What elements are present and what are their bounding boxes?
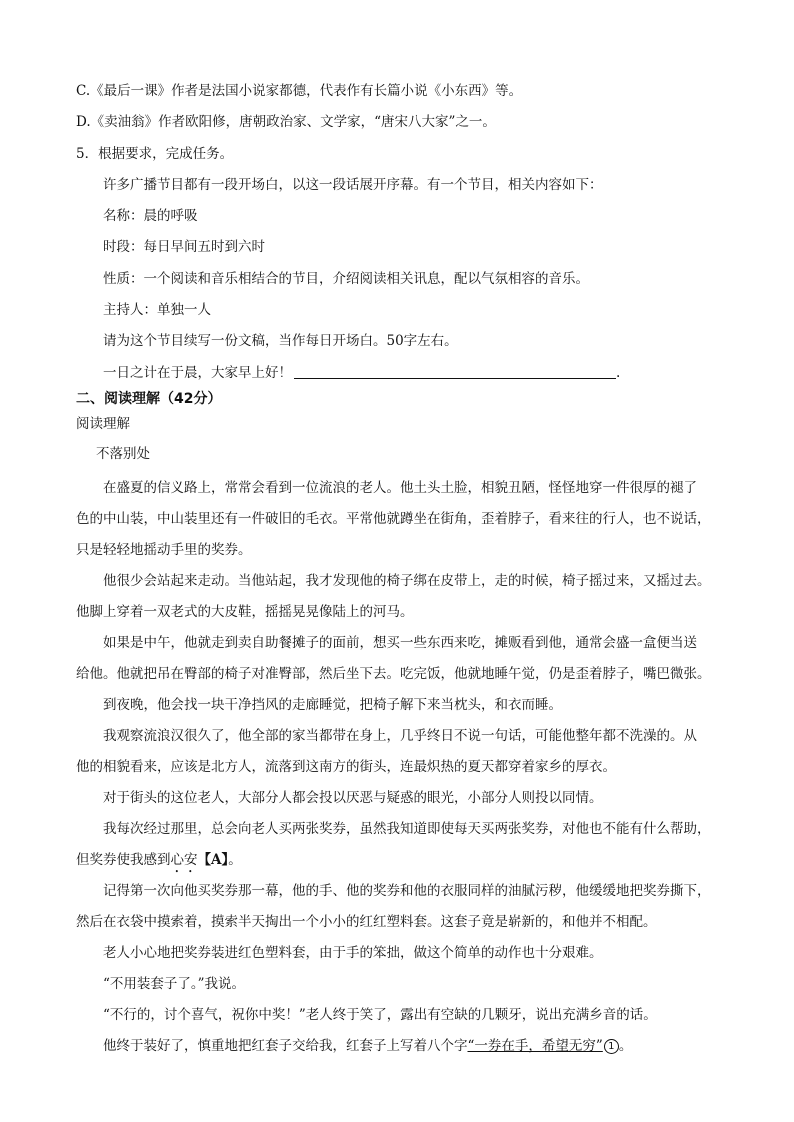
- story-line: 记得第一次向他买奖券那一幕，他的手、他的奖券和他的衣服同样的油腻污秽，他缓缓地把奖券撕下，: [103, 883, 711, 899]
- program-time: 时段：每日早间五时到六时: [103, 239, 265, 255]
- story-text: 。: [228, 852, 242, 868]
- story-text: 。: [618, 1038, 633, 1054]
- question-5-task: 请为这个节目续写一份文稿，当作每日开场白。50字左右。: [103, 333, 458, 349]
- option-d: D.《卖油翁》作者欧阳修，唐朝政治家、文学家，“唐宋八大家”之一。: [76, 114, 496, 130]
- story-text: 但奖券使我感到: [76, 852, 171, 868]
- story-line: 色的中山装，中山装里还有一件破旧的毛衣。平常他就蹲坐在街角，歪着脖子，看来往的行人，也不说话，: [76, 511, 711, 527]
- option-c: C.《最后一课》作者是法国小说家都德，代表作有长篇小说《小东西》等。: [76, 83, 523, 99]
- section-2-title: 二、阅读理解（42分）: [76, 391, 222, 407]
- story-text: 他终于装好了，慎重地把红套子交给我，红套子上写着八个字: [103, 1038, 468, 1054]
- answer-line: [103, 362, 783, 384]
- question-5-intro: 许多广播节目都有一段开场白，以这一段话展开序幕。有一个节目，相关内容如下：: [103, 177, 603, 193]
- story-line: 他脚上穿着一双老式的大皮鞋，摇摇晃晃像陆上的河马。: [76, 604, 414, 620]
- story-line: 给他。他就把吊在臀部的椅子对准臀部，然后坐下去。吃完饭，他就地睡午觉，仍是歪着脖子，嘴巴微张。: [76, 666, 711, 682]
- story-line: “不行的，讨个喜气，祝你中奖！”老人终于笑了，露出有空缺的几颗牙，说出充满乡音的话。: [103, 1007, 657, 1023]
- emphasized-word: 心安: [170, 852, 198, 868]
- program-name: 名称：晨的呼吸: [103, 208, 198, 224]
- answer-suffix: .: [616, 365, 621, 381]
- program-nature: 性质：一个阅读和音乐相结合的节目，介绍阅读相关讯息，配以气氛相容的音乐。: [103, 271, 589, 287]
- story-line: 他的相貌看来，应该是北方人，流落到这南方的街头，连最炽热的夏天都穿着家乡的厚衣。: [76, 759, 616, 775]
- story-line: 老人小心地把奖券装进红色塑料套，由于手的笨拙，做这个简单的动作也十分艰难。: [103, 945, 603, 961]
- story-line: “不用装套子了。”我说。: [103, 976, 246, 992]
- blank-marker-a: 【A】: [197, 852, 229, 868]
- story-line: 到夜晚，他会找一块干净挡风的走廊睡觉，把椅子解下来当枕头，和衣而睡。: [103, 697, 562, 713]
- story-line: [103, 1035, 783, 1057]
- story-line: 在盛夏的信义路上，常常会看到一位流浪的老人。他土头土脸，相貌丑陋，怪怪地穿一件很厚的褪了: [103, 480, 697, 496]
- program-host: 主持人：单独一人: [103, 302, 211, 318]
- story-line: 然后在衣袋中摸索着，摸索半天掏出一个小小的红红塑料套。这套子竟是崭新的，和他并不相配。: [76, 914, 657, 930]
- answer-prefix: 一日之计在于晨，大家早上好！: [103, 365, 292, 381]
- story-line: [76, 849, 756, 876]
- story-line: 只是轻轻地摇动手里的奖券。: [76, 542, 252, 558]
- story-line: 对于街头的这位老人，大部分人都会投以厌恶与疑惑的眼光，小部分人则投以同情。: [103, 790, 603, 806]
- story-title: 不落别处: [96, 446, 150, 462]
- answer-blank[interactable]: [294, 364, 616, 379]
- story-line: 如果是中午，他就走到卖自助餐摊子的面前，想买一些东西来吃，摊贩看到他，通常会盛一盒便当送: [103, 635, 697, 651]
- story-line: 他很少会站起来走动。当他站起，我才发现他的椅子绑在皮带上，走的时候，椅子摇过来，又摇过去。: [103, 573, 711, 589]
- circled-number: 1: [604, 1039, 619, 1054]
- story-line: 我每次经过那里，总会向老人买两张奖券，虽然我知道即使每天买两张奖券，对他也不能有什么帮助，: [103, 821, 711, 837]
- section-2-subtitle: 阅读理解: [76, 416, 130, 432]
- story-line: 我观察流浪汉很久了，他全部的家当都带在身上，几乎终日不说一句话，可能他整年都不洗澡的。从: [103, 728, 697, 744]
- underlined-quote: “一券在手，希望无穷”: [467, 1038, 603, 1054]
- question-5-prompt: 5．根据要求，完成任务。: [76, 146, 234, 162]
